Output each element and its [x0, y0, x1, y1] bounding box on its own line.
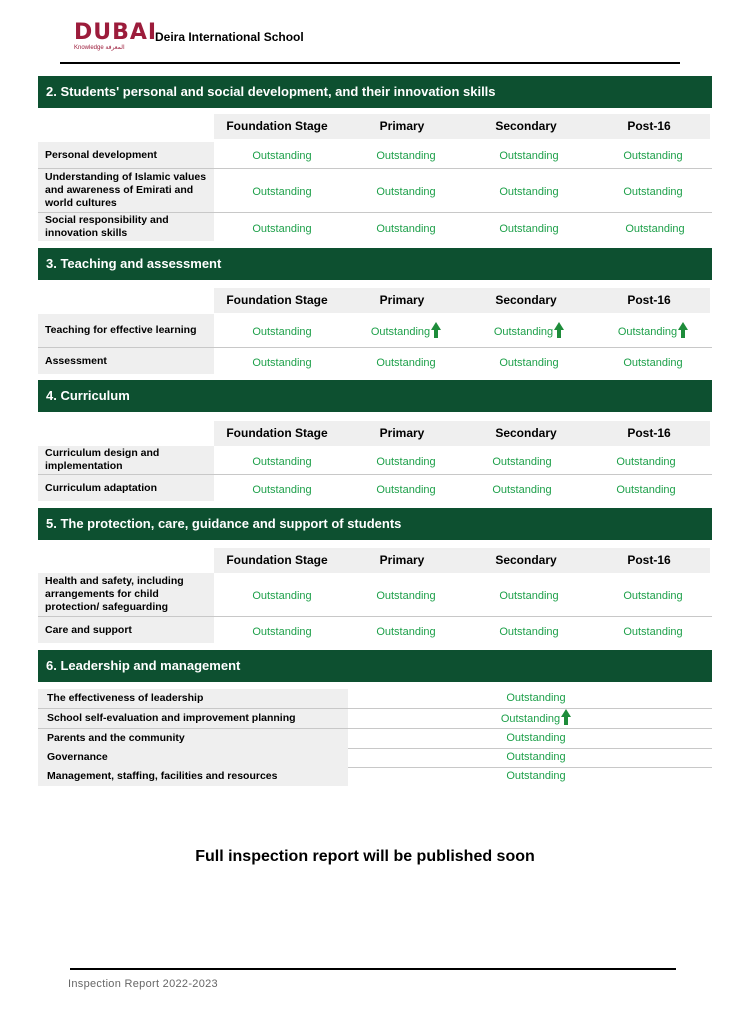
leadership-row-label: Governance [38, 748, 348, 767]
col-secondary: Secondary [495, 293, 557, 307]
rating-cell: Outstanding [499, 150, 559, 162]
rating-cell: Outstanding [623, 150, 683, 162]
col-secondary: Secondary [495, 119, 557, 133]
rating-cell: Outstanding [252, 484, 312, 496]
rating-cell: Outstanding [252, 590, 312, 602]
rating-cell: Outstanding [376, 590, 436, 602]
rating-cell: Outstanding [376, 456, 436, 468]
rating-cell: Outstanding [623, 186, 683, 198]
col-post16: Post-16 [627, 293, 671, 307]
rating-cell: Outstanding [506, 770, 566, 782]
rating-cell: Outstanding [252, 186, 312, 198]
footer-text: Inspection Report 2022-2023 [68, 978, 218, 990]
improvement-arrow-icon [431, 322, 441, 338]
rating-cell: Outstanding [492, 456, 552, 468]
section-6-header: 6. Leadership and management [38, 650, 712, 682]
rating-cell [473, 322, 585, 339]
col-post16: Post-16 [627, 426, 671, 440]
column-headers [214, 421, 710, 446]
rating-cell: Outstanding [623, 626, 683, 638]
row-label: Teaching for effective learning [38, 314, 214, 347]
row-label: Assessment [38, 348, 214, 374]
leadership-row-label: The effectiveness of leadership [38, 689, 348, 708]
col-foundation: Foundation Stage [226, 553, 328, 567]
rating-cell: Outstanding [252, 456, 312, 468]
rating-cell: Outstanding [376, 484, 436, 496]
rating-text: Outstanding [500, 713, 561, 725]
logo-wordmark: DUBAI [74, 20, 158, 45]
rating-text: Outstanding [493, 326, 554, 338]
rating-cell: Outstanding [506, 692, 566, 704]
col-secondary: Secondary [495, 426, 557, 440]
rating-cell: Outstanding [252, 150, 312, 162]
col-primary: Primary [379, 426, 425, 440]
publication-notice: Full inspection report will be published soon [195, 848, 535, 865]
section-5-header: 5. The protection, care, guidance and support of students [38, 508, 712, 540]
logo-subtitle: Knowledge المعرفة [74, 45, 125, 51]
rating-cell: Outstanding [623, 590, 683, 602]
rating-cell [350, 322, 462, 339]
col-foundation: Foundation Stage [226, 119, 328, 133]
col-post16: Post-16 [627, 553, 671, 567]
leadership-row-label: Parents and the community [38, 729, 348, 748]
col-secondary: Secondary [495, 553, 557, 567]
column-headers [214, 548, 710, 573]
row-label: Understanding of Islamic values and awareness of Emirati and world cultures [38, 169, 214, 212]
improvement-arrow-icon [554, 322, 564, 338]
row-label: Social responsibility and innovation skills [38, 213, 214, 241]
rating-cell [348, 709, 724, 728]
rating-text: Outstanding [617, 326, 678, 338]
rating-cell: Outstanding [499, 590, 559, 602]
row-label: Curriculum adaptation [38, 475, 214, 501]
section-2-header: 2. Students' personal and social development, and their innovation skills [38, 76, 712, 108]
section-4-header: 4. Curriculum [38, 380, 712, 412]
rating-cell: Outstanding [376, 357, 436, 369]
rating-cell: Outstanding [616, 484, 676, 496]
rating-cell: Outstanding [506, 732, 566, 744]
rating-cell: Outstanding [376, 150, 436, 162]
rating-cell: Outstanding [616, 456, 676, 468]
rating-cell: Outstanding [623, 357, 683, 369]
rating-cell: Outstanding [499, 357, 559, 369]
row-label: Health and safety, including arrangements for child protection/ safeguarding [38, 573, 214, 616]
col-primary: Primary [379, 553, 425, 567]
rating-cell: Outstanding [499, 186, 559, 198]
improvement-arrow-icon [678, 322, 688, 338]
row-label: Curriculum design and implementation [38, 446, 214, 474]
rating-cell: Outstanding [492, 484, 552, 496]
rating-cell: Outstanding [499, 223, 559, 235]
rating-cell: Outstanding [625, 223, 685, 235]
leadership-row-label: School self-evaluation and improvement planning [38, 709, 348, 728]
footer-divider [70, 968, 676, 970]
dubai-knowledge-logo [74, 20, 158, 56]
rating-cell: Outstanding [252, 223, 312, 235]
rating-cell: Outstanding [252, 326, 312, 338]
col-foundation: Foundation Stage [226, 293, 328, 307]
rating-cell: Outstanding [499, 626, 559, 638]
col-post16: Post-16 [627, 119, 671, 133]
column-headers [214, 114, 710, 139]
rating-cell: Outstanding [252, 626, 312, 638]
page-header [60, 20, 680, 64]
rating-cell: Outstanding [506, 751, 566, 763]
rating-cell: Outstanding [252, 357, 312, 369]
section-3-header: 3. Teaching and assessment [38, 248, 712, 280]
school-name: Deira International School [155, 30, 304, 44]
column-headers [214, 288, 710, 313]
col-primary: Primary [379, 293, 425, 307]
leadership-row-label: Management, staffing, facilities and resources [38, 767, 348, 786]
rating-cell [597, 322, 709, 339]
row-label: Personal development [38, 142, 214, 168]
rating-cell: Outstanding [376, 626, 436, 638]
rating-cell: Outstanding [376, 186, 436, 198]
rating-cell: Outstanding [376, 223, 436, 235]
rating-text: Outstanding [370, 326, 431, 338]
row-label: Care and support [38, 617, 214, 643]
col-foundation: Foundation Stage [226, 426, 328, 440]
improvement-arrow-icon [561, 709, 571, 725]
col-primary: Primary [379, 119, 425, 133]
